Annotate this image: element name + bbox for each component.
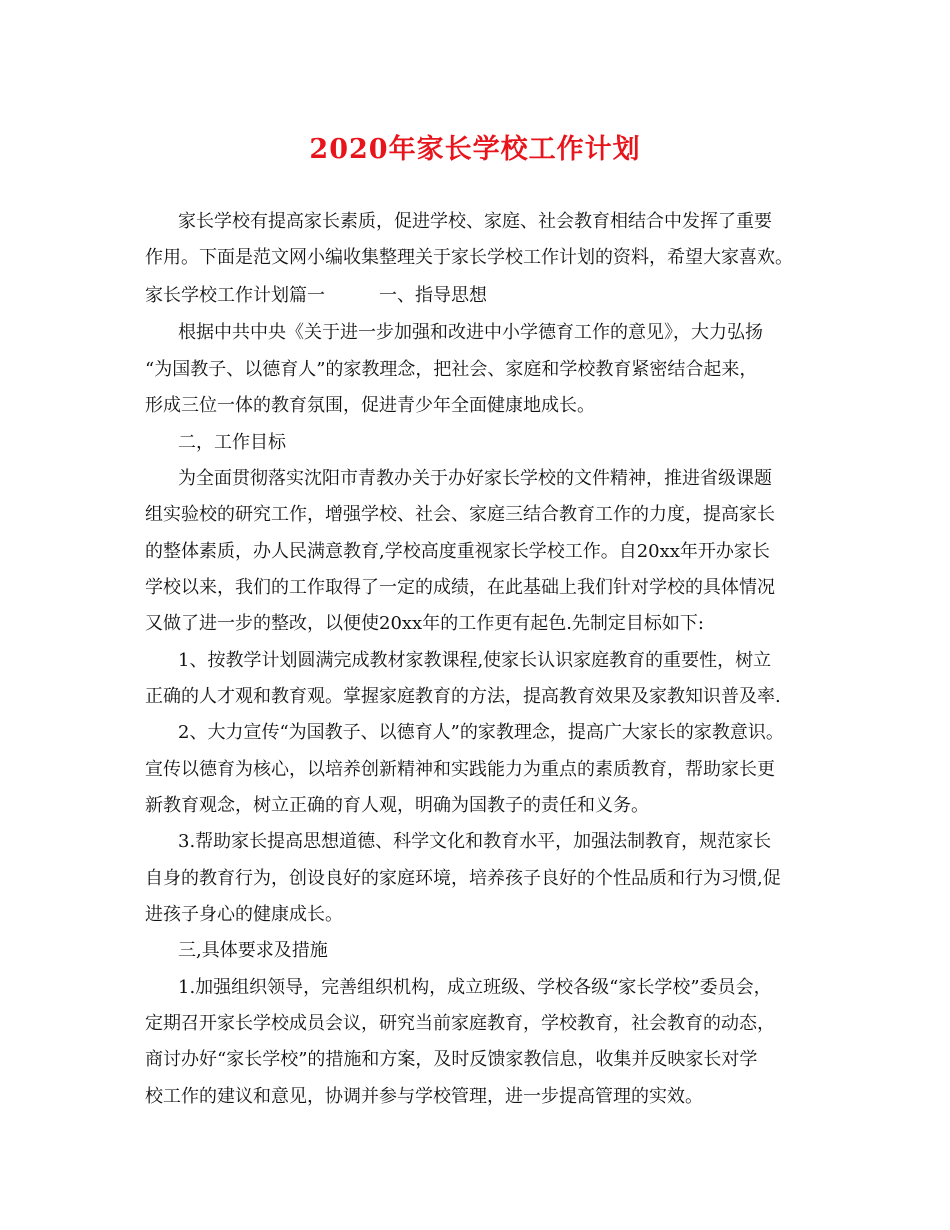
paragraph-line: 作用。下面是范文网小编收集整理关于家长学校工作计划的资料，希望大家喜欢。	[145, 247, 793, 268]
paragraph-line: 形成三位一体的教育氛围，促进青少年全面健康地成长。	[145, 395, 595, 416]
paragraph-line: 家长学校有提高家长素质，促进学校、家庭、社会教育相结合中发挥了重要	[178, 211, 772, 232]
paragraph-line: 校工作的建议和意见，协调并参与学校管理，进一步提高管理的实效。	[145, 1086, 703, 1107]
paragraph-line: “为国教子、以德育人”的家教理念，把社会、家庭和学校教育紧密结合起来，	[145, 359, 758, 380]
paragraph-line: 新教育观念，树立正确的育人观，明确为国教子的责任和义务。	[145, 795, 649, 816]
paragraph-line: 自身的教育行为，创设良好的家庭环境，培养孩子良好的个性品质和行为习惯,促	[145, 868, 781, 889]
paragraph-line: 又做了进一步的整改，以便使20xx年的工作更有起色.先制定目标如下:	[145, 613, 704, 634]
paragraph-line: 学校以来，我们的工作取得了一定的成绩，在此基础上我们针对学校的具体情况	[145, 577, 775, 598]
paragraph-line: 的整体素质，办人民满意教育,学校高度重视家长学校工作。自20xx年开办家长	[145, 541, 770, 562]
section-heading: 二，工作目标	[178, 432, 286, 453]
paragraph-line: 组实验校的研究工作，增强学校、社会、家庭三结合教育工作的力度，提高家长	[145, 504, 775, 525]
section-heading: 三,具体要求及措施	[178, 940, 328, 961]
paragraph-line: 2、大力宣传“为国教子、以德育人”的家教理念，提高广大家长的家教意识。	[178, 722, 784, 743]
paragraph-line: 宣传以德育为核心，以培养创新精神和实践能力为重点的素质教育，帮助家长更	[145, 759, 775, 780]
paragraph-line: 正确的人才观和教育观。掌握家庭教育的方法，提高教育效果及家教知识普及率.	[145, 686, 781, 707]
paragraph-line: 为全面贯彻落实沈阳市青教办关于办好家长学校的文件精神，推进省级课题	[178, 468, 772, 489]
document-title: 2020年家长学校工作计划	[309, 134, 641, 165]
paragraph-line: 3.帮助家长提高思想道德、科学文化和教育水平，加强法制教育，规范家长	[178, 831, 772, 852]
paragraph-line: 商讨办好“家长学校”的措施和方案，及时反馈家教信息，收集并反映家长对学	[145, 1049, 758, 1070]
paragraph-line: 1、按教学计划圆满完成教材家教课程,使家长认识家庭教育的重要性，树立	[178, 650, 772, 671]
paragraph-line: 进孩子身心的健康成长。	[145, 904, 343, 925]
paragraph-line: 定期召开家长学校成员会议，研究当前家庭教育，学校教育，社会教育的动态，	[145, 1013, 775, 1034]
paragraph-line: 家长学校工作计划篇一 一、指导思想	[145, 285, 487, 306]
paragraph-line: 1.加强组织领导，完善组织机构，成立班级、学校各级“家长学校”委员会，	[178, 977, 772, 998]
paragraph-line: 根据中共中央《关于进一步加强和改进中小学德育工作的意见》，大力弘扬	[178, 322, 763, 343]
